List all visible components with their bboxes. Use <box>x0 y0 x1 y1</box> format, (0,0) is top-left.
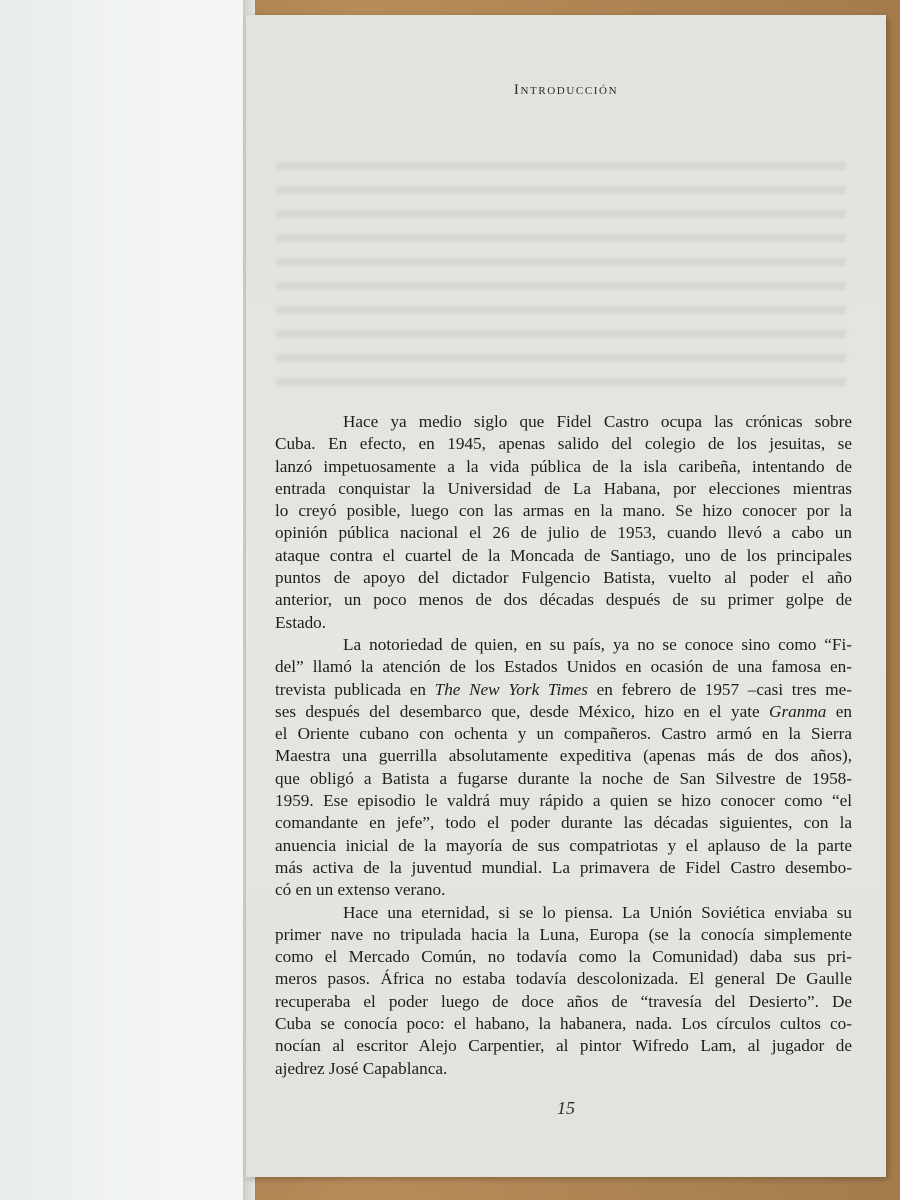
page-number: 15 <box>557 1098 575 1118</box>
italic-title: Granma <box>769 701 827 721</box>
text-line: La notoriedad de quien, en su país, ya no se conoce sino como “Fi- <box>343 634 852 654</box>
text-line: 1959. Ese episodio le valdrá muy rápido a quien se hizo conocer como “el <box>275 791 852 811</box>
text-line: Cuba se conocía poco: el habano, la habanera, nada. Los círculos cultos co- <box>275 1014 852 1034</box>
text-line: primer nave no tripulada hacia la Luna, Europa (se la conocía simplemente <box>275 924 852 944</box>
text-line: puntos de apoyo del dictador Fulgencio Batista, vuelto al poder el año <box>275 568 852 588</box>
text-line <box>275 701 852 723</box>
text-line: anterior, un poco menos de dos décadas después de su primer golpe de <box>275 590 852 610</box>
text-line: Hace ya medio siglo que Fidel Castro ocupa las crónicas sobre <box>343 412 852 431</box>
text-line: que obligó a Batista a fugarse durante la noche de San Silvestre de 1958- <box>275 768 852 788</box>
text-line: lo creyó posible, luego con las armas en la mano. Se hizo conocer por la <box>275 501 852 521</box>
text-segment: ses después del desembarco que, desde México, hizo en el yate <box>275 701 770 721</box>
text-line: anuencia inicial de la mayoría de sus compatriotas y el aplauso de la parte <box>275 835 852 855</box>
text-line: ataque contra el cuartel de la Moncada de Santiago, uno de los principales <box>275 545 852 565</box>
text-line: como el Mercado Común, no todavía como la Comunidad) daba sus pri- <box>275 947 852 967</box>
text-segment: en <box>826 701 852 721</box>
text-line: opinión pública nacional el 26 de julio de 1953, cuando llevó a cabo un <box>275 523 852 543</box>
text-line: Hace una eternidad, si se lo piensa. La Unión Soviética enviaba su <box>343 902 852 922</box>
text-line: có en un extenso verano. <box>275 880 446 900</box>
body-text <box>275 411 852 1080</box>
text-segment: en febrero de 1957 –casi tres me- <box>588 679 852 699</box>
text-line: Cuba. En efecto, en 1945, apenas salido del colegio de los jesuitas, se <box>275 434 852 454</box>
text-line: meros pasos. África no estaba todavía descolonizada. El general De Gaulle <box>275 969 852 989</box>
text-segment: trevista publicada en <box>275 679 435 699</box>
text-line: el Oriente cubano con ochenta y un compañeros. Castro armó en la Sierra <box>275 724 852 744</box>
text-line: lanzó impetuosamente a la vida pública de la isla caribeña, intentando de <box>275 456 852 476</box>
text-line <box>275 679 852 701</box>
text-line: más activa de la juventud mundial. La primavera de Fidel Castro desembo- <box>275 857 852 877</box>
text-line: ajedrez José Capablanca. <box>275 1058 448 1078</box>
right-page <box>246 15 886 1177</box>
text-line: nocían al escritor Alejo Carpentier, al pintor Wifredo Lam, al jugador de <box>275 1036 852 1056</box>
left-blank-page <box>0 0 246 1200</box>
show-through-text <box>276 150 846 400</box>
text-line: Estado. <box>275 612 327 632</box>
text-line: Maestra una guerrilla absolutamente expeditiva (apenas más de dos años), <box>275 746 852 766</box>
text-line: comandante en jefe”, todo el poder durante las décadas siguientes, con la <box>275 813 852 833</box>
text-line: recuperaba el poder luego de doce años de “travesía del Desierto”. De <box>275 991 852 1011</box>
running-head: Introducción <box>513 82 619 98</box>
text-line: entrada conquistar la Universidad de La Habana, por elecciones mientras <box>275 478 852 498</box>
italic-title: The New York Times <box>434 679 588 699</box>
text-line: del” llamó la atención de los Estados Unidos en ocasión de una famosa en- <box>275 657 852 677</box>
